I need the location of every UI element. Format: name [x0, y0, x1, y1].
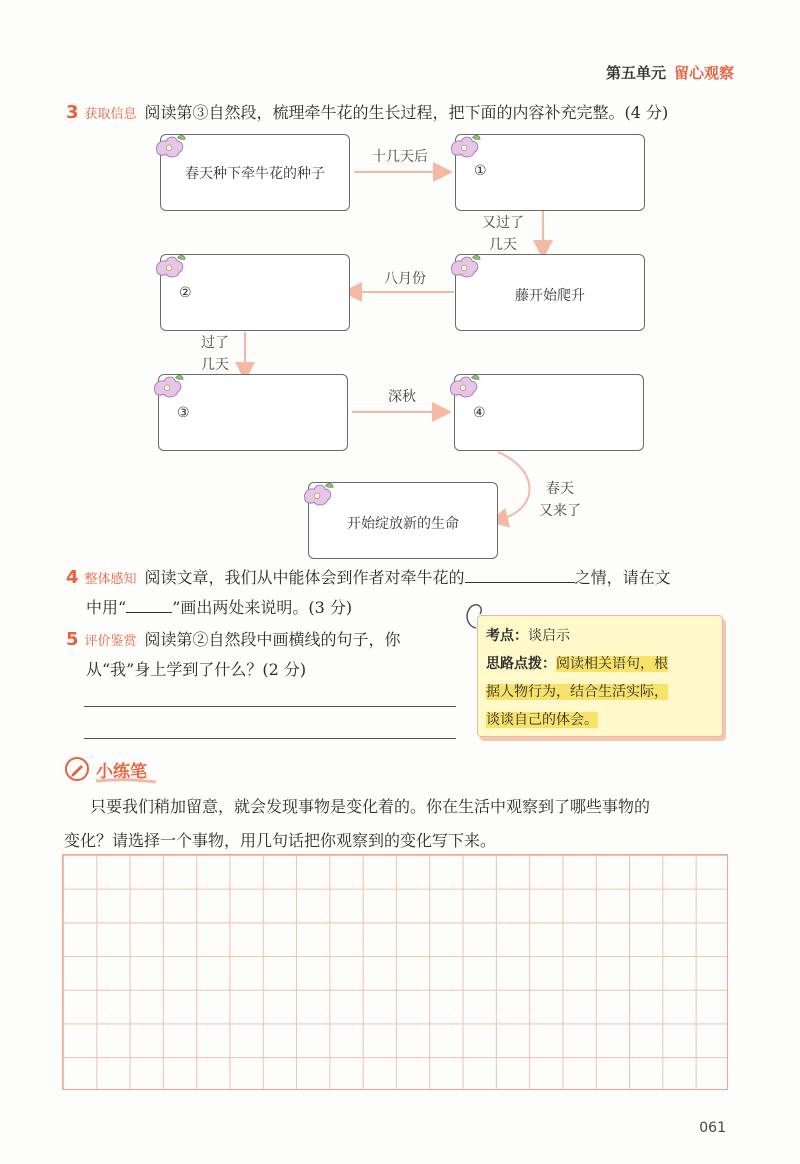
answer-line[interactable]	[84, 738, 456, 739]
writing-grid[interactable]	[62, 854, 728, 1090]
tip-text: 谈启示	[528, 628, 570, 644]
tip-highlight: 阅读相关语句，根	[556, 656, 668, 672]
pencil-icon	[64, 756, 90, 782]
answer-line[interactable]	[84, 706, 456, 707]
title-underline	[96, 778, 158, 784]
arrow-label: 十几天后	[372, 149, 428, 165]
tip-note	[477, 615, 723, 737]
practice-text: 变化？请选择一个事物，用几句话把你观察到的变化写下来。	[64, 831, 497, 850]
flow-box-seed	[160, 134, 350, 211]
tip-label: 思路点拨：	[486, 656, 556, 672]
pin-clip-icon	[462, 600, 486, 630]
arrow-label: 春天	[546, 481, 574, 497]
underline-sample	[126, 596, 172, 613]
box-text: ④	[473, 405, 486, 421]
answer-blank[interactable]	[465, 564, 575, 583]
box-text: 藤开始爬升	[515, 288, 585, 304]
page-number: 061	[699, 1120, 726, 1136]
flow-box-bloom	[308, 482, 498, 559]
question-text: ”画出两处来说明。(3 分)	[172, 598, 353, 617]
flower-icon	[300, 478, 336, 508]
question-5-line2	[86, 655, 306, 685]
question-number: 3	[66, 102, 79, 123]
question-tag: 获取信息	[84, 107, 137, 122]
arrow-label: 八月份	[384, 271, 426, 287]
arrow-label: 深秋	[388, 389, 416, 405]
arrow-curve	[498, 452, 530, 520]
question-4-line2	[86, 593, 352, 623]
arrow-label: 又来了	[539, 503, 581, 519]
box-text: ①	[474, 163, 487, 179]
box-text: ③	[177, 405, 190, 421]
flow-box-blank-3[interactable]	[158, 374, 348, 451]
flow-box-blank-1[interactable]	[455, 134, 645, 211]
question-text: 中用“	[86, 598, 127, 617]
unit-number: 第五单元	[605, 64, 666, 82]
flow-box-blank-2[interactable]	[160, 254, 350, 331]
box-text: ②	[179, 285, 192, 301]
question-tag: 整体感知	[84, 572, 137, 587]
unit-title: 留心观察	[673, 64, 734, 82]
question-text: 阅读第③自然段，梳理牵牛花的生长过程，把下面的内容补充完整。(4 分)	[144, 103, 669, 122]
arrow-label: 过了	[201, 335, 229, 351]
flower-icon	[447, 250, 483, 280]
practice-title: 小练笔	[96, 761, 147, 782]
question-number: 5	[66, 629, 79, 650]
question-text: 阅读文章，我们从中能体会到作者对牵牛花的	[144, 568, 465, 587]
arrow-label: 几天	[489, 237, 517, 253]
question-text: 之情，请在文	[574, 568, 671, 587]
flower-icon	[150, 370, 186, 400]
arrow-label: 又过了	[482, 215, 524, 231]
flow-box-vine	[455, 254, 645, 331]
box-text: 开始绽放新的生命	[347, 516, 459, 532]
practice-text: 只要我们稍加留意，就会发现事物是变化着的。你在生活中观察到了哪些事物的	[90, 797, 651, 816]
flower-icon	[152, 250, 188, 280]
tip-label: 考点：	[486, 628, 528, 644]
tip-highlight: 据人物行为，结合生活实际，	[486, 684, 668, 700]
tip-highlight: 谈谈自己的体会。	[486, 712, 598, 728]
flower-icon	[447, 130, 483, 160]
flow-box-blank-4[interactable]	[454, 374, 644, 451]
question-number: 4	[66, 567, 79, 588]
question-4	[66, 563, 671, 595]
question-tag: 评价鉴赏	[84, 634, 137, 649]
flower-icon	[152, 130, 188, 160]
question-text: 阅读第②自然段中画横线的句子，你	[144, 630, 401, 649]
question-5	[66, 625, 401, 657]
arrow-label: 几天	[201, 357, 229, 373]
box-text: 春天种下牵牛花的种子	[185, 166, 325, 182]
question-text: 从“我”身上学到了什么？(2 分)	[86, 660, 307, 679]
flower-icon	[446, 370, 482, 400]
